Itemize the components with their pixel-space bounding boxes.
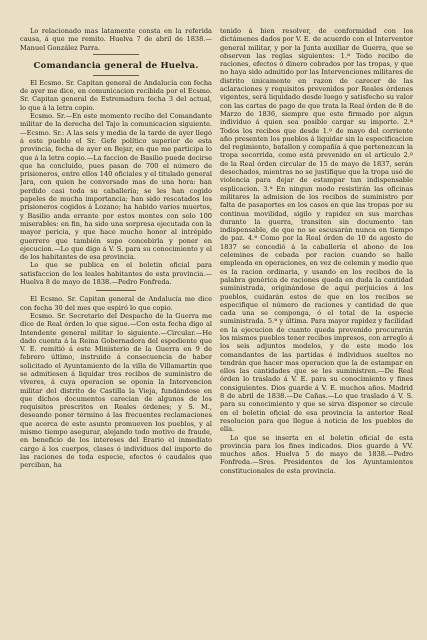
intro-paragraph: Lo relacionado mas latamente consta en la referida causa, á que me remito. Huelva 7 de abril de 1838.—Manuel González Parra. <box>20 27 212 52</box>
section-rule <box>93 54 139 55</box>
paragraph-royal-order-rules: tenido á bien resolver, de conformidad con los dictámenes dados por V. E. de acuerdo con el Interventor general militar, y por la Junta auxiliar de Guerra, que se observen las reglas siguientes: 1.ª Todo recibo de raciones, efectos ó dinero cobrados por las tropas, y que no haya sido admitido por las Intervenciones militares de distrito únicamente en razon de carecer de las aclaraciones y requisitos prevenidos por Reales órdenes vigentes, será liquidado desde luego y satisfecho su valor con las cartas de pago de que trata la Real órden de 8 de Marzo de 1836, siempre que este firmado por algun individuo á quien sea posible cargar su importe. 2.ª Todos los recibos que desde 1.º de mayo del corriente año presenten los pueblos á liquidar sin la especificacion del regimiento, batallon y compañía á que pertenezcan la tropa socorrida, como está prevenido en el artículo 2.º de la Real órden circular de 15 de mayo de 1837, serán desechados, mientras no se justifique que la tropa usó de violencia para dejar de estampar tan indispensable esplicacion. 3.ª En ningun modo resistirán las oficinas militares la admision de los recibos de suministro por falta de pasaportes en los casos en que las tropas por su continua movilidad, sigilo y rapidez en sus marchas durante la guerra, transiten sin documento tan indispensable, de que no se escusarán nunca en tiempo de paz. 4.ª Como por la Real órden de 10 de agosto de 1837 se concedió á la caballería el abono de los celemines de cebada por racion cuando se halle empleada en operaciones, en vez de celemin y medio que es la racion ordinaria, y usando en los recibos de la palabra genérica de raciones queda en duda la cantidad suministrada, originándose de aquí perjuicios á los pueblos, cuidarán estos de que en los recibos se especifique el número de raciones y cantidad de que cada una se componga, ó el total de la especie suministrada. 5.ª y última. Para mayor rapidez y facilidad en la ejecucion de cuanto queda prevenido procurarán los mismos pueblos tener recibos impresos, con arreglo á los seis adjuntos modelos, y de este modo los comandantes de las partidas é individuos sueltos no tendrán que hacer mas operacion que la de estampar en ellos las cantidades que se les suministren.—De Real órden lo traslado á V. E. para su conocimiento y fines consiguientes. Dios guarde á V. E. muchos años. Madrid 8 de abril de 1838.—De Cañas.—Lo que traslado á V. S. para su conocimiento y que se sirva disponer se circule en el boletin oficial de esa provincia la anterior Real resolucion para que llegue á noticia de los pueblos de ella. <box>220 27 413 434</box>
paragraph-war-secretary: Ecsmo. Sr. Secretario del Despacho de la Guerra me dice de Real órden lo que sigue.—Con esta fecha digo al Intendente general militar lo siguiente.—Circular.—He dado cuenta á la Reina Gobernadora del espediente que V. E. remitió á este Ministerio de la Guerra en 9 de febrero último, instruido á consecuencia de haber solicitado el Ayuntamiento de la villa de Villamartin que se admitiesen á liquidar tres recibos de suministro de víveres, á cuya operacion se oponia la Intervencion militar del distrito de Castilla la Vieja, fundándose en que dichos documentos carecian de algunos de los requisitos prescritos en Reales órdenes; y S. M., deseando poner término á las frecuentes reclamaciones que acerca de este asunto promueven los pueblos, y al mismo tiempo asegurar, alejando todo motivo de fraude, en beneficio de los intereses del Erario el inmediato cargo á los cuerpos, clases ó individuos del importe de las raciones de toda especie, efectos ó caudales que perciban, ha <box>20 311 212 470</box>
paragraph-captain-general-2: El Ecsmo. Sr. Capitan general de Andalucía me dice con fecha 30 del mes que espiró lo que copio. <box>20 295 212 312</box>
divider-rule <box>96 290 136 291</box>
right-column <box>220 27 413 633</box>
paragraph-captain-general: El Ecsmo. Sr. Capitan general de Andalucía con fecha de ayer me dice, en comunicacion recibida por el Ecsmo. Sr. Capitan general de Estremadura fecha 3 del actual, lo que á la letra copio. <box>20 78 212 112</box>
section-heading: Comandancia general de Huelva. <box>33 60 199 71</box>
left-column <box>20 27 212 633</box>
paragraph-closing: Lo que se inserta en el boletin oficial de esta provincia para los fines indicados. Dios guarde á VV. muchos años. Huelva 5 de mayo de 1838.—Pedro Fonfreda.—Sres. Presidentes de los Ayuntamientos constitucionales de esta provincia. <box>220 433 413 475</box>
paragraph-publication-note: Lo que se publica en el boletin oficial para satisfaccion de los leales habitantes de esta provincia.— Huelva 8 de mayo de 1838.—Pedro Fonfreda. <box>20 261 212 287</box>
heading-rule <box>93 75 139 76</box>
paragraph-commander-report: Ecsmo. Sr.—En este momento recibo del Comandante militar de la derecha del Tajo la comunicacion siguiente.—Ecsmo. Sr.: A las seis y media de la tarde de ayer llegó á este pueblo el Sr. Gefe político superior de esta provincia, fecha de ayer en Bejar, en que me participa lo que á la letra copio.—La faccion de Basilio puede decirse que ha concluido, pues pasan de 700 el número de prisioneros, entre ellos 140 oficiales y el titulado general Jara, con quien he conversado mas de una hora: han perdido casi toda su caballería; se les han cogido papeles de mucha importancia; han sido rescatados los prisioneros cogidos á Lozano; ha habido varios muertos, y Basilio anda errante por estos montes con solo 100 miserables: en fin, ha sido una sorpresa ejecutada con la mayor pericia, y que hace mucho honor al intrépido guerrero que también supo concebirla y poner en ejecucion.—Lo que digo á V. S. para su conocimiento y el de los habitantes de esa provincia. <box>20 112 212 262</box>
